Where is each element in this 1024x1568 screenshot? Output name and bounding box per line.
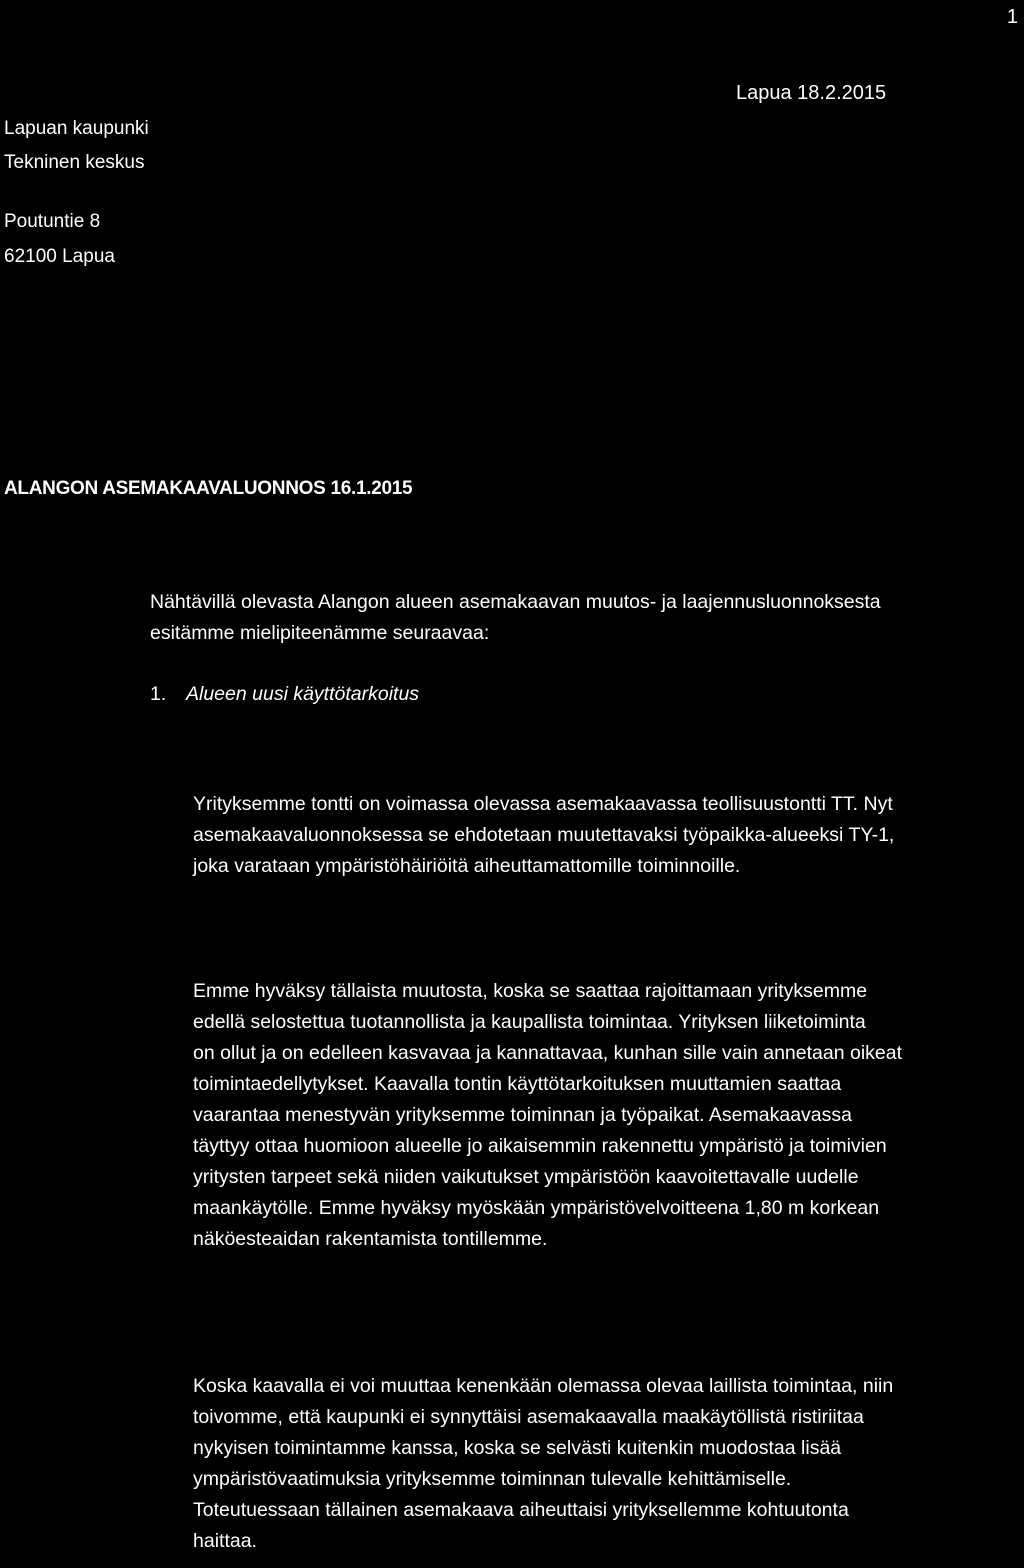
paragraph-line: Koska kaavalla ei voi muuttaa kenenkään olemassa olevaa laillista toimintaa, niin — [193, 1375, 894, 1397]
section-title: Alueen uusi käyttötarkoitus — [186, 683, 420, 705]
paragraph-line: täyttyy ottaa huomioon alueelle jo aikaisemmin rakennettu ympäristö ja toimivien — [193, 1135, 887, 1157]
paragraph-line: Toteutuessaan tällainen asemakaava aiheuttaisi yrityksellemme kohtuutonta — [193, 1499, 849, 1521]
sender-street: Poutuntie 8 — [4, 211, 101, 232]
paragraph-line: nykyisen toimintamme kanssa, koska se selvästi kuitenkin muodostaa lisää — [193, 1437, 842, 1459]
intro-line: Nähtävillä olevasta Alangon alueen asemakaavan muutos- ja laajennusluonnoksesta — [150, 591, 881, 613]
paragraph-line: Yrityksemme tontti on voimassa olevassa asemakaavassa teollisuustontti TT. Nyt — [193, 793, 893, 815]
paragraph-2 — [193, 976, 902, 1255]
sender-postal: 62100 Lapua — [4, 246, 115, 267]
paragraph-line: on ollut ja on edelleen kasvavaa ja kannattavaa, kunhan sille vain annetaan oikeat — [193, 1042, 903, 1064]
section-heading — [150, 683, 419, 706]
letter-subject: ALANGON ASEMAKAAVALUONNOS 16.1.2015 — [4, 478, 413, 499]
intro-paragraph — [150, 587, 881, 649]
sender-department: Tekninen keskus — [4, 152, 145, 173]
sender-organization: Lapuan kaupunki — [4, 118, 149, 139]
section-number: 1. — [150, 683, 167, 705]
paragraph-line: joka varataan ympäristöhäiriöitä aiheuttamattomille toiminnoille. — [193, 855, 741, 877]
intro-line: esitämme mielipiteenämme seuraavaa: — [150, 622, 490, 644]
paragraph-line: asemakaavaluonnoksessa se ehdotetaan muutettavaksi työpaikka-alueeksi TY-1, — [193, 824, 895, 846]
letter-date: Lapua 18.2.2015 — [736, 82, 887, 104]
paragraph-line: Emme hyväksy tällaista muutosta, koska se saattaa rajoittamaan yrityksemme — [193, 980, 868, 1002]
paragraph-line: maankäytölle. Emme hyväksy myöskään ympäristövelvoitteena 1,80 m korkean — [193, 1197, 880, 1219]
paragraph-line: vaarantaa menestyvän yrityksemme toiminnan ja työpaikat. Asemakaavassa — [193, 1104, 852, 1126]
paragraph-line: näköesteaidan rakentamista tontillemme. — [193, 1228, 548, 1250]
paragraph-line: ympäristövaatimuksia yrityksemme toiminnan tulevalle kehittämiselle. — [193, 1468, 792, 1490]
paragraph-line: haittaa. — [193, 1530, 257, 1552]
paragraph-line: edellä selostettua tuotannollista ja kaupallista toimintaa. Yrityksen liiketoiminta — [193, 1011, 866, 1033]
paragraph-line: toimintaedellytykset. Kaavalla tontin käyttötarkoituksen muuttamien saattaa — [193, 1073, 842, 1095]
paragraph-line: toivomme, että kaupunki ei synnyttäisi asemakaavalla maakäytöllistä ristiriitaa — [193, 1406, 864, 1428]
paragraph-line: yritysten tarpeet sekä niiden vaikutukset ympäristöön kaavoitettavalle uudelle — [193, 1166, 859, 1188]
page-number: 1 — [1006, 6, 1018, 28]
paragraph-3 — [193, 1371, 893, 1557]
paragraph-1 — [193, 789, 894, 882]
